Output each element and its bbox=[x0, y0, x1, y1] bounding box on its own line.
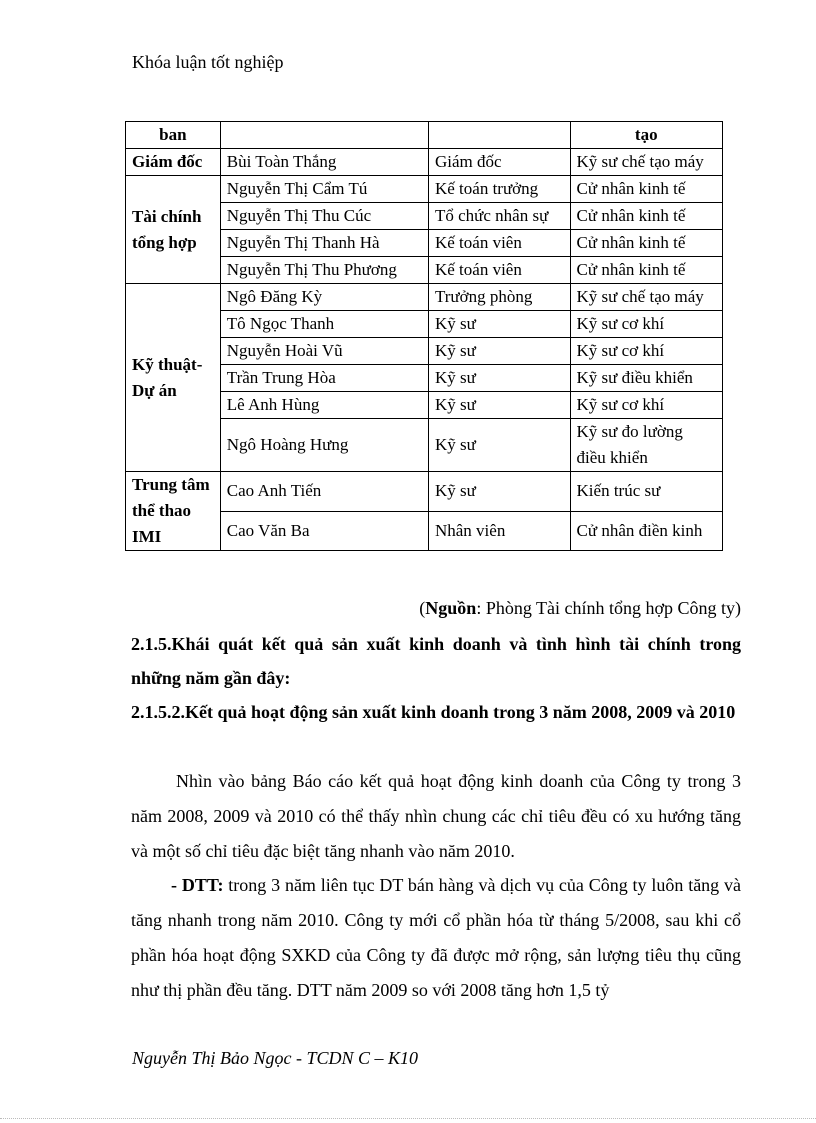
position-cell: Kỹ sư bbox=[428, 472, 570, 512]
source-open: ( bbox=[419, 598, 426, 618]
table-row bbox=[126, 149, 723, 176]
qualification-cell: Kỹ sư cơ khí bbox=[570, 338, 722, 365]
name-cell: Bùi Toàn Thắng bbox=[220, 149, 428, 176]
source-text: : Phòng Tài chính tổng hợp Công ty) bbox=[476, 598, 741, 618]
position-cell: Kỹ sư bbox=[428, 365, 570, 392]
dept-cell: Trung tâm thể thao IMI bbox=[126, 472, 221, 551]
table-source-note bbox=[419, 598, 741, 619]
dtt-lead: - DTT: bbox=[171, 875, 224, 895]
qualification-cell: Kỹ sư đo lường điều khiển bbox=[570, 419, 722, 472]
section-heading-2-1-5: 2.1.5.Khái quát kết quả sản xuất kinh doanh và tình hình tài chính trong những năm gần đây: bbox=[131, 634, 741, 688]
section-heading-2-1-5-2: 2.1.5.2.Kết quả hoạt động sản xuất kinh doanh trong 3 năm 2008, 2009 và 2010 bbox=[131, 702, 736, 722]
name-cell: Cao Anh Tiến bbox=[220, 472, 428, 512]
qualification-cell: Kỹ sư cơ khí bbox=[570, 311, 722, 338]
qualification-cell: Kỹ sư chế tạo máy bbox=[570, 284, 722, 311]
page-bottom-divider bbox=[0, 1118, 816, 1119]
qualification-cell: Kỹ sư cơ khí bbox=[570, 392, 722, 419]
dept-cell: Giám đốc bbox=[126, 149, 221, 176]
position-cell: Kế toán viên bbox=[428, 257, 570, 284]
page-header: Khóa luận tốt nghiệp bbox=[132, 52, 284, 72]
table-row bbox=[126, 284, 723, 311]
name-cell: Trần Trung Hòa bbox=[220, 365, 428, 392]
dtt-text: trong 3 năm liên tục DT bán hàng và dịch vụ của Công ty luôn tăng và tăng nhanh trong năm 2010. Công ty mới cổ phần hóa từ tháng 5/2008, sau khi cổ phần hóa hoạt động SXKD của Công ty đã được mở rộng, sản lượng tiêu thụ cũng như thị phần đều tăng. DTT năm 2009 so với 2008 tăng hơn 1,5 tỷ bbox=[131, 875, 741, 1000]
qualification-cell: Kiến trúc sư bbox=[570, 472, 722, 512]
table-row bbox=[126, 472, 723, 512]
table-row bbox=[126, 176, 723, 203]
name-cell: Cao Văn Ba bbox=[220, 511, 428, 551]
name-cell: Tô Ngọc Thanh bbox=[220, 311, 428, 338]
qualification-cell: Cử nhân kinh tế bbox=[570, 230, 722, 257]
name-cell: Nguyễn Thị Thu Phương bbox=[220, 257, 428, 284]
paragraph-dtt bbox=[131, 868, 741, 1008]
dept-cell: Kỹ thuật-Dự án bbox=[126, 284, 221, 472]
position-cell: Kế toán viên bbox=[428, 230, 570, 257]
position-cell: Kỹ sư bbox=[428, 392, 570, 419]
name-cell: Nguyễn Hoài Vũ bbox=[220, 338, 428, 365]
header-cell: ban bbox=[126, 122, 221, 149]
position-cell: Trưởng phòng bbox=[428, 284, 570, 311]
staff-table bbox=[125, 121, 723, 551]
paragraph-intro: Nhìn vào bảng Báo cáo kết quả hoạt động kinh doanh của Công ty trong 3 năm 2008, 2009 và 2010 có thể thấy nhìn chung các chỉ tiêu đều có xu hướng tăng và một số chỉ tiêu đặc biệt tăng nhanh vào năm 2010. bbox=[131, 771, 741, 861]
source-label: Nguồn bbox=[425, 598, 477, 618]
position-cell: Kế toán trưởng bbox=[428, 176, 570, 203]
dept-cell: Tài chính tổng hợp bbox=[126, 176, 221, 284]
position-cell: Nhân viên bbox=[428, 511, 570, 551]
name-cell: Lê Anh Hùng bbox=[220, 392, 428, 419]
qualification-cell: Cử nhân kinh tế bbox=[570, 176, 722, 203]
position-cell: Kỹ sư bbox=[428, 338, 570, 365]
qualification-cell: Cử nhân kinh tế bbox=[570, 203, 722, 230]
table-header-row bbox=[126, 122, 723, 149]
header-cell: tạo bbox=[570, 122, 722, 149]
name-cell: Nguyễn Thị Thanh Hà bbox=[220, 230, 428, 257]
header-cell bbox=[428, 122, 570, 149]
position-cell: Kỹ sư bbox=[428, 311, 570, 338]
name-cell: Ngô Hoàng Hưng bbox=[220, 419, 428, 472]
position-cell: Giám đốc bbox=[428, 149, 570, 176]
qualification-cell: Cử nhân kinh tế bbox=[570, 257, 722, 284]
qualification-cell: Kỹ sư chế tạo máy bbox=[570, 149, 722, 176]
position-cell: Tổ chức nhân sự bbox=[428, 203, 570, 230]
page-footer: Nguyễn Thị Bảo Ngọc - TCDN C – K10 bbox=[132, 1048, 419, 1068]
qualification-cell: Cử nhân điền kinh bbox=[570, 511, 722, 551]
header-cell bbox=[220, 122, 428, 149]
name-cell: Nguyễn Thị Thu Cúc bbox=[220, 203, 428, 230]
name-cell: Nguyễn Thị Cẩm Tú bbox=[220, 176, 428, 203]
position-cell: Kỹ sư bbox=[428, 419, 570, 472]
name-cell: Ngô Đăng Kỳ bbox=[220, 284, 428, 311]
qualification-cell: Kỹ sư điều khiển bbox=[570, 365, 722, 392]
